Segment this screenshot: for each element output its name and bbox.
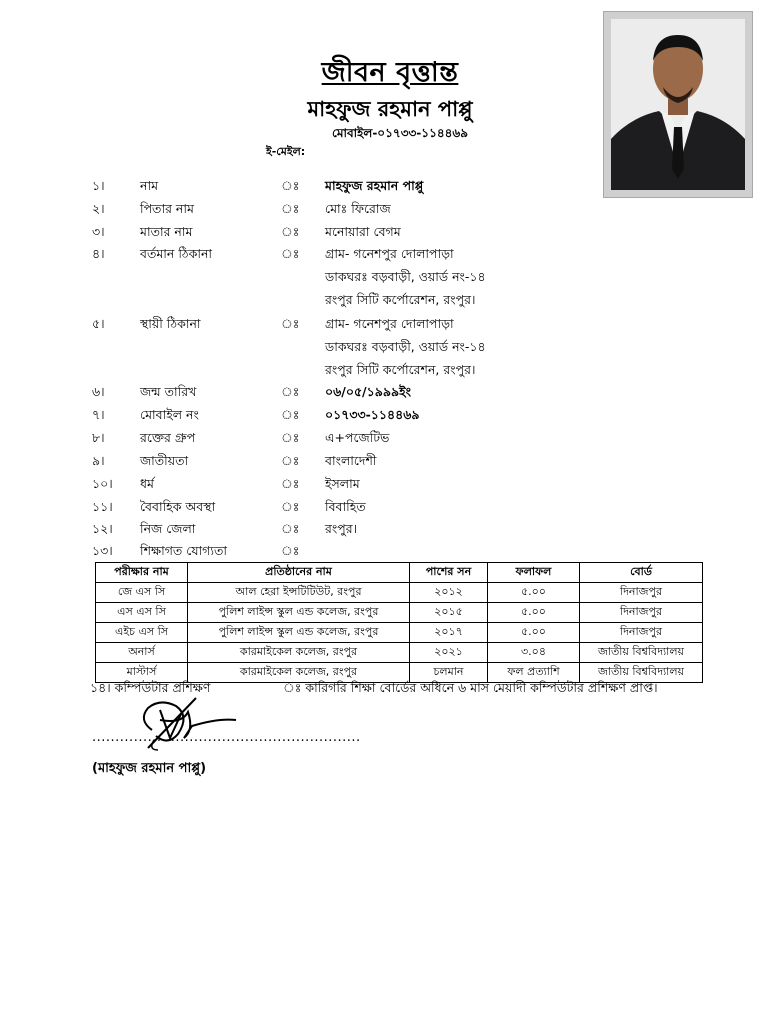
signature-line: ..........................................................: [92, 730, 361, 745]
table-header-cell: পাশের সন: [410, 563, 488, 583]
table-cell: ৫.০০: [488, 603, 580, 623]
table-header-cell: পরীক্ষার নাম: [96, 563, 188, 583]
computer-training-label: ১৪। কম্পিউটার প্রশিক্ষণ: [90, 680, 211, 695]
table-cell: জাতীয় বিশ্ববিদ্যালয়: [580, 643, 703, 663]
table-cell: কারমাইকেল কলেজ, রংপুর: [188, 663, 410, 683]
table-cell: আল হেরা ইন্সটিটিউট, রংপুর: [188, 583, 410, 603]
table-cell: ২০২১: [410, 643, 488, 663]
table-cell: দিনাজপুর: [580, 603, 703, 623]
detail-row-birth-date: ৬। জন্ম তারিখ ঃ ০৬/০৫/১৯৯৯ইং: [92, 384, 411, 399]
detail-row-permanent-address-line2: ডাকঘরঃ বড়বাড়ী, ওয়ার্ড নং-১৪: [325, 339, 486, 354]
detail-row-mother: ৩। মাতার নাম ঃ মনোয়ারা বেগম: [92, 224, 401, 239]
table-header-cell: ফলাফল: [488, 563, 580, 583]
signature-icon: [130, 690, 250, 756]
table-cell: এস এস সি: [96, 603, 188, 623]
table-cell: চলমান: [410, 663, 488, 683]
table-row: [96, 603, 703, 623]
table-cell: পুলিশ লাইন্স স্কুল এন্ড কলেজ, রংপুর: [188, 623, 410, 643]
detail-row-permanent-address-line3: রংপুর সিটি কর্পোরেশন, রংপুর।: [325, 362, 476, 377]
detail-row-present-address: ৪। বর্তমান ঠিকানা ঃ গ্রাম- গনেশপুর দোলাপাড়া: [92, 246, 454, 261]
table-header-cell: প্রতিষ্ঠানের নাম: [188, 563, 410, 583]
table-cell: দিনাজপুর: [580, 583, 703, 603]
computer-training-value: ঃ কারিগরি শিক্ষা বোর্ডের অধিনে ৬ মাস মেয়াদী কম্পিউটার প্রশিক্ষণ প্রাপ্ত।: [283, 680, 658, 695]
person-photo-icon: [611, 19, 745, 190]
table-cell: জাতীয় বিশ্ববিদ্যালয়: [580, 663, 703, 683]
detail-row-blood-group: ৮। রক্তের গ্রুপ ঃ এ+পজেটিভ: [92, 430, 390, 445]
detail-row-education: ১৩। শিক্ষাগত যোগ্যতা ঃ: [92, 543, 300, 558]
table-header-row: [96, 563, 703, 583]
detail-row-marital-status: ১১। বৈবাহিক অবস্থা ঃ বিবাহিত: [92, 499, 366, 514]
table-cell: ৩.০৪: [488, 643, 580, 663]
detail-row-permanent-address: ৫। স্থায়ী ঠিকানা ঃ গ্রাম- গনেশপুর দোলাপাড়া: [92, 316, 454, 331]
detail-row-present-address-line2: ডাকঘরঃ বড়বাড়ী, ওয়ার্ড নং-১৪: [325, 269, 486, 284]
page-title: জীবন বৃত্তান্ত: [321, 57, 459, 88]
table-cell: ২০১৭: [410, 623, 488, 643]
table-cell: পুলিশ লাইন্স স্কুল এন্ড কলেজ, রংপুর: [188, 603, 410, 623]
profile-photo: [603, 11, 753, 198]
mobile-heading: মোবাইল-০১৭৩৩-১১৪৪৬৯: [331, 126, 469, 140]
table-cell: ৫.০০: [488, 623, 580, 643]
detail-row-home-district: ১২। নিজ জেলা ঃ রংপুর।: [92, 521, 358, 536]
table-cell: জে এস সি: [96, 583, 188, 603]
table-cell: কারমাইকেল কলেজ, রংপুর: [188, 643, 410, 663]
table-header-cell: বোর্ড: [580, 563, 703, 583]
detail-row-name: ১। নাম ঃ মাহফুজ রহমান পাপ্পু: [92, 178, 424, 193]
detail-row-nationality: ৯। জাতীয়তা ঃ বাংলাদেশী: [92, 453, 377, 468]
table-cell: ২০১২: [410, 583, 488, 603]
table-row: [96, 583, 703, 603]
detail-row-father: ২। পিতার নাম ঃ মোঃ ফিরোজ: [92, 201, 391, 216]
signer-name: (মাহফুজ রহমান পাপ্পু): [92, 761, 207, 776]
table-cell: এইচ এস সি: [96, 623, 188, 643]
table-row: [96, 623, 703, 643]
table-row: [96, 643, 703, 663]
detail-row-present-address-line3: রংপুর সিটি কর্পোরেশন, রংপুর।: [325, 292, 476, 307]
table-cell: মাস্টার্স: [96, 663, 188, 683]
education-table: [95, 562, 703, 683]
table-cell: দিনাজপুর: [580, 623, 703, 643]
applicant-name-heading: মাহফুজ রহমান পাপ্পু: [307, 97, 473, 121]
table-cell: ৫.০০: [488, 583, 580, 603]
table-cell: অনার্স: [96, 643, 188, 663]
table-cell: ২০১৫: [410, 603, 488, 623]
detail-row-mobile: ৭। মোবাইল নং ঃ ০১৭৩৩-১১৪৪৬৯: [92, 407, 420, 422]
email-label: ই-মেইল:: [266, 145, 306, 158]
table-cell: ফল প্রত্যাশি: [488, 663, 580, 683]
detail-row-religion: ১০। ধর্ম ঃ ইসলাম: [92, 476, 360, 491]
